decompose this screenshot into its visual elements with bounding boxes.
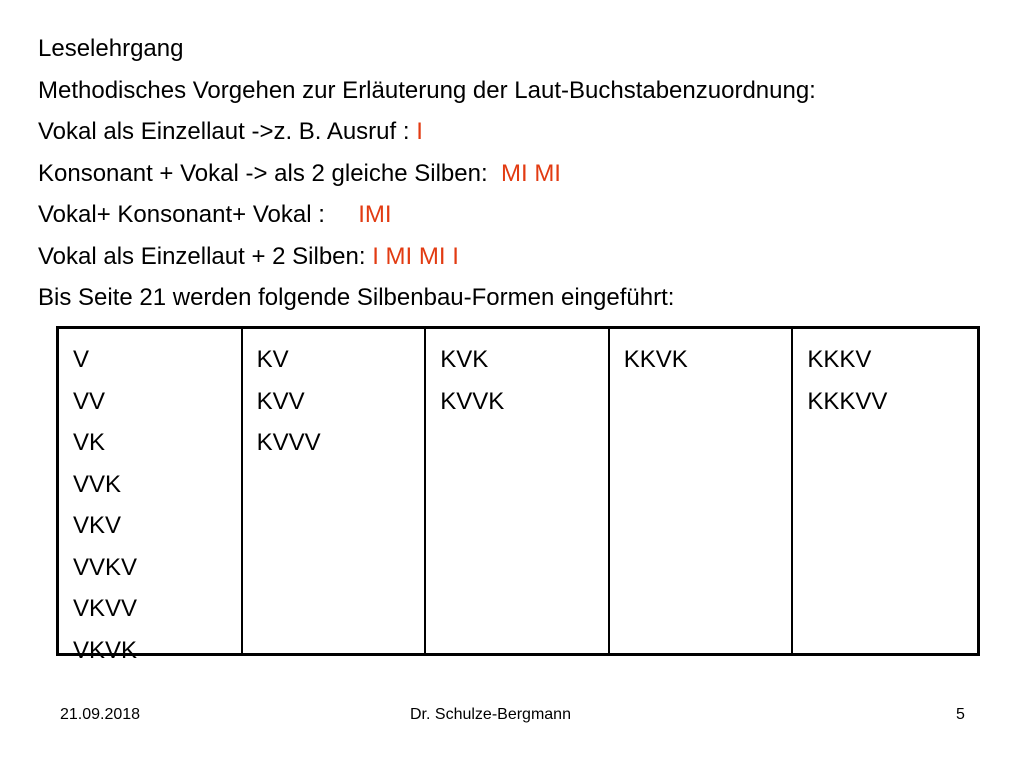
table-cell: VV	[73, 387, 106, 415]
text-line-vowel: Vokal als Einzellaut ->z. B. Ausruf : I	[38, 118, 423, 145]
slide-title: Leselehrgang	[38, 35, 184, 62]
text-line-intro: Bis Seite 21 werden folgende Silbenbau-Formen eingeführt:	[38, 284, 675, 311]
slide-footer	[0, 706, 1024, 732]
page-number: 5	[956, 706, 965, 723]
table-cell: KVVK	[440, 387, 505, 415]
table-column	[426, 329, 610, 653]
table-cell: KV	[256, 346, 289, 373]
table-cell: KVV	[256, 387, 305, 415]
table-cell: VVK	[73, 470, 122, 498]
table-cell: KKKV	[807, 346, 872, 373]
text-line-two-syllables: Vokal als Einzellaut + 2 Silben: I MI MI I	[38, 242, 459, 270]
table-column	[243, 329, 427, 653]
table-cell: VKV	[73, 512, 122, 539]
table-cell: VKVV	[73, 595, 138, 622]
table-cell: KKKVV	[807, 387, 888, 415]
table-cell: VK	[73, 429, 106, 456]
text-line-consonant-vowel: Konsonant + Vokal -> als 2 gleiche Silben: MI MI	[38, 159, 561, 187]
table-column	[793, 329, 977, 653]
footer-date: 21.09.2018	[60, 706, 141, 723]
accent-example: I MI MI I	[372, 242, 459, 270]
table-cell: V	[73, 346, 90, 373]
text-line-method: Methodisches Vorgehen zur Erläuterung der Laut-Buchstabenzuordnung:	[38, 76, 816, 104]
accent-example: I	[416, 118, 423, 145]
syllable-table	[56, 326, 980, 664]
footer-author: Dr. Schulze-Bergmann	[410, 706, 571, 723]
table-cell: KVVV	[256, 429, 321, 456]
table-column	[59, 329, 243, 664]
accent-example: IMI	[358, 201, 392, 228]
table-cell: VKVK	[73, 636, 138, 664]
table-cell: KKVK	[623, 346, 688, 373]
table-cell: KVK	[440, 346, 489, 373]
table-cell: VVKV	[73, 553, 138, 581]
accent-example: MI MI	[500, 159, 561, 187]
table-column	[610, 329, 794, 653]
text-line-vcv: Vokal+ Konsonant+ Vokal : IMI	[38, 201, 392, 228]
slide-text-block	[38, 28, 816, 319]
